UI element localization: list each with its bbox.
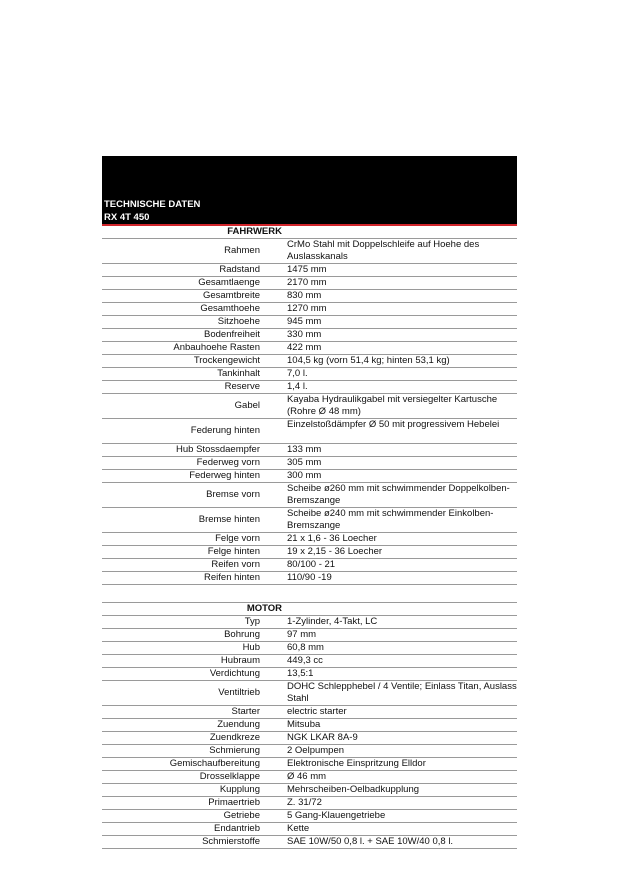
spec-row xyxy=(102,483,517,508)
spec-label: Reifen vorn xyxy=(211,559,260,570)
spec-value: Scheibe ø240 mm mit schwimmender Einkolben-Bremszange xyxy=(287,508,494,531)
spec-label: Kupplung xyxy=(219,784,260,795)
spec-label: Hub Stossdaempfer xyxy=(176,444,260,455)
spec-label: Sitzhoehe xyxy=(217,316,260,327)
spec-row xyxy=(102,290,517,303)
spec-label: Gemischaufbereitung xyxy=(169,758,260,769)
spec-value: 5 Gang-Klauengetriebe xyxy=(287,810,386,821)
spec-label: Schmierung xyxy=(209,745,260,756)
spec-value: 1475 mm xyxy=(287,264,327,275)
spec-row xyxy=(102,329,517,342)
spec-value: Mehrscheiben-Oelbadkupplung xyxy=(287,784,420,795)
spec-row xyxy=(102,810,517,823)
section-title-fahrwerk xyxy=(102,226,517,239)
spec-row xyxy=(102,706,517,719)
spec-value: 1270 mm xyxy=(287,303,327,314)
spec-row xyxy=(102,508,517,533)
spec-row xyxy=(102,457,517,470)
spec-label: Bodenfreiheit xyxy=(204,329,260,340)
spec-value: 1,4 l. xyxy=(287,381,308,392)
spec-value: 133 mm xyxy=(287,444,322,455)
spec-row xyxy=(102,758,517,771)
spec-row xyxy=(102,771,517,784)
spec-row xyxy=(102,681,517,706)
spec-label: Gesamtlaenge xyxy=(198,277,260,288)
header-title: TECHNISCHE DATEN xyxy=(104,199,201,210)
spec-value: 2170 mm xyxy=(287,277,327,288)
spec-row xyxy=(102,797,517,810)
spec-row xyxy=(102,572,517,585)
spec-row xyxy=(102,368,517,381)
spec-value: 300 mm xyxy=(287,470,322,481)
spec-label: Drosselklappe xyxy=(199,771,260,782)
spec-label: Hubraum xyxy=(220,655,260,666)
spec-row xyxy=(102,655,517,668)
spec-label: Tankinhalt xyxy=(217,368,260,379)
spec-value: Elektronische Einspritzung Elldor xyxy=(287,758,426,769)
spec-row xyxy=(102,533,517,546)
spec-label: Bohrung xyxy=(224,629,260,640)
spec-row xyxy=(102,470,517,483)
spec-label: Starter xyxy=(231,706,260,717)
motor-table xyxy=(102,616,517,849)
spec-label: Gabel xyxy=(234,400,260,411)
section-title-motor-label: MOTOR xyxy=(246,603,282,614)
section-spacer xyxy=(102,585,517,603)
spec-label: Reifen hinten xyxy=(204,572,260,583)
spec-value: 21 x 1,6 - 36 Loecher xyxy=(287,533,377,544)
spec-label: Schmierstoffe xyxy=(202,836,260,847)
spec-label: Radstand xyxy=(219,264,260,275)
spec-row xyxy=(102,732,517,745)
spec-value: 13,5:1 xyxy=(287,668,314,679)
spec-label: Zuendkreze xyxy=(209,732,260,743)
spec-value: Mitsuba xyxy=(287,719,321,730)
spec-value: Einzelstoßdämpfer Ø 50 mit progressivem Hebelei xyxy=(287,419,500,430)
section-title-motor xyxy=(102,603,517,616)
spec-label: Anbauhoehe Rasten xyxy=(173,342,260,353)
header-model: RX 4T 450 xyxy=(104,212,150,223)
spec-label: Zuendung xyxy=(217,719,260,730)
spec-value: 422 mm xyxy=(287,342,322,353)
spec-row xyxy=(102,745,517,758)
spec-row xyxy=(102,629,517,642)
spec-value: 945 mm xyxy=(287,316,322,327)
spec-value: 60,8 mm xyxy=(287,642,324,653)
spec-row xyxy=(102,342,517,355)
spec-value: Kayaba Hydraulikgabel mit versiegelter Kartusche (Rohre Ø 48 mm) xyxy=(287,394,498,417)
spec-value: 2 Oelpumpen xyxy=(287,745,345,756)
spec-row xyxy=(102,784,517,797)
spec-value: 449,3 cc xyxy=(287,655,323,666)
spec-label: Rahmen xyxy=(224,245,260,256)
spec-value: 80/100 - 21 xyxy=(287,559,336,570)
spec-sheet xyxy=(102,156,517,849)
fahrwerk-table xyxy=(102,239,517,585)
spec-row xyxy=(102,381,517,394)
spec-label: Federweg vorn xyxy=(196,457,260,468)
spec-row xyxy=(102,303,517,316)
spec-row xyxy=(102,836,517,849)
spec-label: Felge hinten xyxy=(207,546,260,557)
spec-row xyxy=(102,316,517,329)
spec-row xyxy=(102,546,517,559)
spec-row xyxy=(102,642,517,655)
spec-row xyxy=(102,668,517,681)
spec-row xyxy=(102,444,517,457)
spec-value: 1-Zylinder, 4-Takt, LC xyxy=(287,616,378,627)
spec-label: Endantrieb xyxy=(214,823,260,834)
spec-label: Trockengewicht xyxy=(193,355,260,366)
spec-value: Ø 46 mm xyxy=(287,771,327,782)
spec-label: Hub xyxy=(242,642,260,653)
spec-value: electric starter xyxy=(287,706,347,717)
spec-value: 7,0 l. xyxy=(287,368,308,379)
spec-value: SAE 10W/50 0,8 l. + SAE 10W/40 0,8 l. xyxy=(287,836,454,847)
spec-label: Gesamthoehe xyxy=(200,303,260,314)
spec-value: 830 mm xyxy=(287,290,322,301)
spec-value: Kette xyxy=(287,823,310,834)
spec-row xyxy=(102,239,517,264)
spec-row xyxy=(102,823,517,836)
spec-label: Federung hinten xyxy=(190,425,260,436)
spec-value: 110/90 -19 xyxy=(287,572,332,583)
spec-row xyxy=(102,616,517,629)
spec-value: 330 mm xyxy=(287,329,322,340)
spec-label: Bremse vorn xyxy=(206,489,260,500)
spec-value: Z. 31/72 xyxy=(287,797,322,808)
spec-value: NGK LKAR 8A-9 xyxy=(287,732,358,743)
spec-label: Gesamtbreite xyxy=(202,290,260,301)
spec-value: Scheibe ø260 mm mit schwimmender Doppelkolben-Bremszange xyxy=(287,483,510,506)
spec-label: Federweg hinten xyxy=(189,470,260,481)
spec-value: DOHC Schlepphebel / 4 Ventile; Einlass Titan, Auslass Stahl xyxy=(287,681,517,704)
spec-row xyxy=(102,394,517,419)
spec-label: Typ xyxy=(244,616,260,627)
spec-label: Primaertrieb xyxy=(208,797,260,808)
spec-row xyxy=(102,419,517,444)
spec-value: CrMo Stahl mit Doppelschleife auf Hoehe des Auslasskanals xyxy=(287,239,480,262)
header-banner xyxy=(102,156,517,224)
spec-label: Bremse hinten xyxy=(198,514,260,525)
spec-row xyxy=(102,719,517,732)
spec-value: 19 x 2,15 - 36 Loecher xyxy=(287,546,383,557)
spec-label: Reserve xyxy=(224,381,260,392)
spec-value: 97 mm xyxy=(287,629,317,640)
spec-label: Ventiltrieb xyxy=(218,687,260,698)
spec-label: Felge vorn xyxy=(215,533,260,544)
spec-row xyxy=(102,264,517,277)
spec-label: Verdichtung xyxy=(209,668,260,679)
section-title-fahrwerk-label: FAHRWERK xyxy=(227,226,282,237)
spec-value: 305 mm xyxy=(287,457,322,468)
spec-value: 104,5 kg (vorn 51,4 kg; hinten 53,1 kg) xyxy=(287,355,450,366)
spec-row xyxy=(102,559,517,572)
spec-row xyxy=(102,355,517,368)
spec-row xyxy=(102,277,517,290)
spec-label: Getriebe xyxy=(223,810,260,821)
